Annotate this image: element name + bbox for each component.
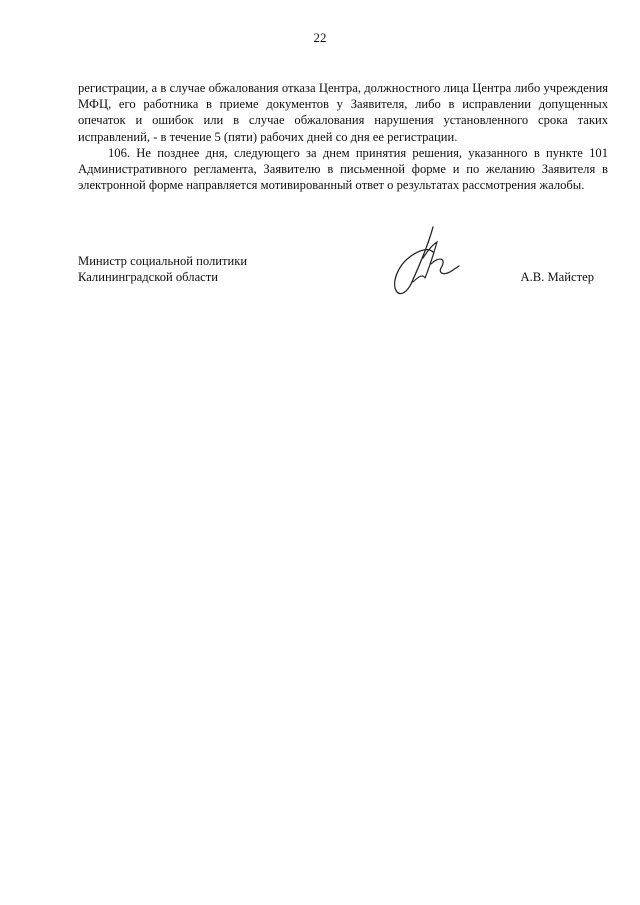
paragraph-106: 106. Не позднее дня, следующего за днем принятия решения, указанного в пункте 101 Административного регламента, Заявителю в письменной форме и по желанию Заявителя в электронной форме направляется мотивированный ответ о результатах рассмотрения жалобы.: [78, 145, 608, 193]
signatory-name: А.В. Майстер: [520, 270, 594, 284]
signatory-title: [78, 253, 378, 285]
paragraph-continued: регистрации, а в случае обжалования отказа Центра, должностного лица Центра либо учреждения МФЦ, его работника в приеме документов у Заявителя, либо в исправлении допущенных опечаток и ошибок или в случае обжалования нарушения установленного срока таких исправлений, - в течение 5 (пяти) рабочих дней со дня ее регистрации.: [78, 81, 608, 144]
handwritten-signature-icon: [383, 222, 473, 302]
signatory-title-line1: Министр социальной политики: [78, 254, 248, 268]
document-body: [78, 80, 608, 193]
signatory-title-line2: Калининградской области: [78, 270, 218, 284]
page-number: 22: [313, 30, 327, 45]
